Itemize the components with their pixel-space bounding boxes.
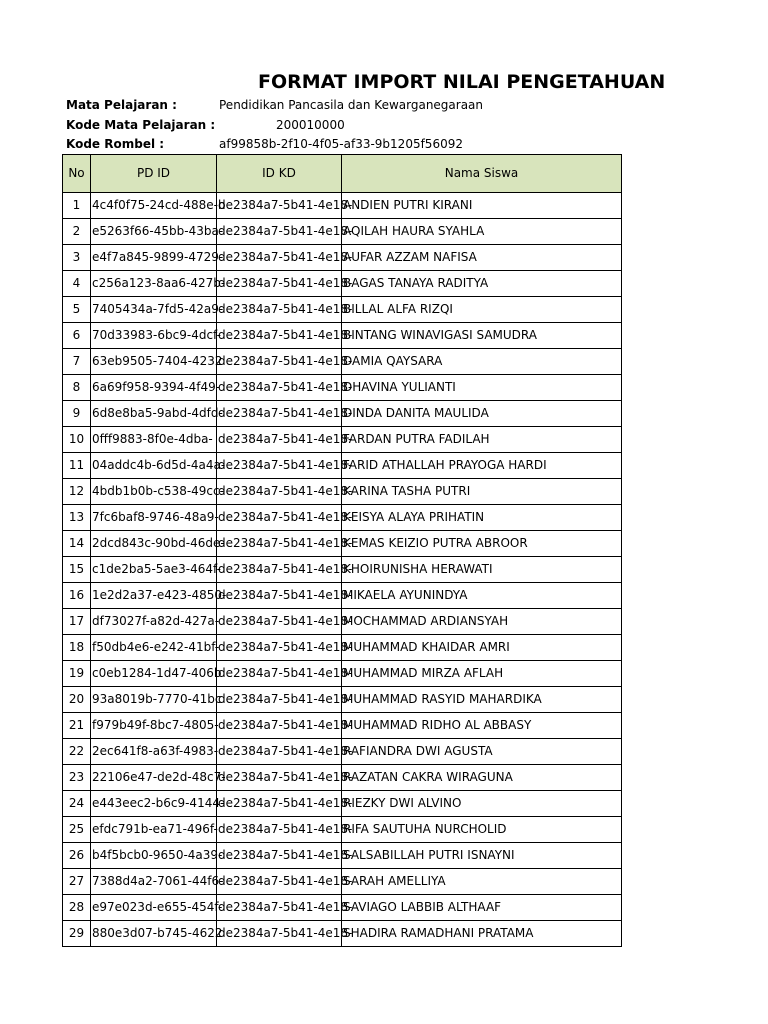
cell-nama-siswa: MUHAMMAD RIDHO AL ABBASY bbox=[342, 713, 622, 739]
kode-mapel-label: Kode Mata Pelajaran : bbox=[66, 118, 216, 132]
cell-no: 25 bbox=[63, 817, 91, 843]
cell-no: 17 bbox=[63, 609, 91, 635]
cell-no: 24 bbox=[63, 791, 91, 817]
cell-no: 6 bbox=[63, 323, 91, 349]
cell-nama-siswa: BILLAL ALFA RIZQI bbox=[342, 297, 622, 323]
kode-rombel-value: af99858b-2f10-4f05-af33-9b1205f56092 bbox=[219, 137, 463, 151]
cell-no: 7 bbox=[63, 349, 91, 375]
table-row bbox=[63, 505, 622, 531]
table-row bbox=[63, 817, 622, 843]
cell-no: 20 bbox=[63, 687, 91, 713]
cell-nama-siswa: SALSABILLAH PUTRI ISNAYNI bbox=[342, 843, 622, 869]
header-id-kd: ID KD bbox=[217, 155, 342, 193]
table-row bbox=[63, 739, 622, 765]
cell-pd-id: c1de2ba5-5ae3-464f- bbox=[91, 557, 217, 583]
cell-id-kd: de2384a7-5b41-4e18- bbox=[217, 427, 342, 453]
cell-nama-siswa: SHADIRA RAMADHANI PRATAMA bbox=[342, 921, 622, 947]
table-row bbox=[63, 427, 622, 453]
table-body bbox=[63, 193, 622, 947]
cell-pd-id: f979b49f-8bc7-4805- bbox=[91, 713, 217, 739]
cell-pd-id: 70d33983-6bc9-4dcf- bbox=[91, 323, 217, 349]
cell-nama-siswa: AQILAH HAURA SYAHLA bbox=[342, 219, 622, 245]
table-row bbox=[63, 843, 622, 869]
cell-nama-siswa: MUHAMMAD RASYID MAHARDIKA bbox=[342, 687, 622, 713]
cell-id-kd: de2384a7-5b41-4e18- bbox=[217, 661, 342, 687]
cell-id-kd: de2384a7-5b41-4e18- bbox=[217, 375, 342, 401]
cell-pd-id: 1e2d2a37-e423-4850- bbox=[91, 583, 217, 609]
cell-pd-id: e4f7a845-9899-4729- bbox=[91, 245, 217, 271]
cell-pd-id: e5263f66-45bb-43ba- bbox=[91, 219, 217, 245]
cell-pd-id: b4f5bcb0-9650-4a39- bbox=[91, 843, 217, 869]
cell-id-kd: de2384a7-5b41-4e18- bbox=[217, 557, 342, 583]
cell-id-kd: de2384a7-5b41-4e18- bbox=[217, 505, 342, 531]
cell-pd-id: 4c4f0f75-24cd-488e-b bbox=[91, 193, 217, 219]
cell-pd-id: 22106e47-de2d-48c7- bbox=[91, 765, 217, 791]
cell-pd-id: df73027f-a82d-427a- bbox=[91, 609, 217, 635]
table-row bbox=[63, 271, 622, 297]
cell-pd-id: e97e023d-e655-454f- bbox=[91, 895, 217, 921]
cell-nama-siswa: SAVIAGO LABBIB ALTHAAF bbox=[342, 895, 622, 921]
cell-id-kd: de2384a7-5b41-4e18- bbox=[217, 219, 342, 245]
cell-id-kd: de2384a7-5b41-4e18- bbox=[217, 817, 342, 843]
cell-nama-siswa: MOCHAMMAD ARDIANSYAH bbox=[342, 609, 622, 635]
cell-pd-id: 7405434a-7fd5-42a9- bbox=[91, 297, 217, 323]
cell-pd-id: 6d8e8ba5-9abd-4dfd- bbox=[91, 401, 217, 427]
cell-no: 11 bbox=[63, 453, 91, 479]
cell-no: 10 bbox=[63, 427, 91, 453]
cell-nama-siswa: RAFIANDRA DWI AGUSTA bbox=[342, 739, 622, 765]
cell-no: 27 bbox=[63, 869, 91, 895]
cell-pd-id: 6a69f958-9394-4f49- bbox=[91, 375, 217, 401]
cell-id-kd: de2384a7-5b41-4e18- bbox=[217, 583, 342, 609]
cell-nama-siswa: RIFA SAUTUHA NURCHOLID bbox=[342, 817, 622, 843]
cell-no: 16 bbox=[63, 583, 91, 609]
cell-nama-siswa: FARDAN PUTRA FADILAH bbox=[342, 427, 622, 453]
table-row bbox=[63, 193, 622, 219]
cell-nama-siswa: ANDIEN PUTRI KIRANI bbox=[342, 193, 622, 219]
table-row bbox=[63, 453, 622, 479]
cell-no: 15 bbox=[63, 557, 91, 583]
cell-pd-id: c256a123-8aa6-427b- bbox=[91, 271, 217, 297]
cell-no: 12 bbox=[63, 479, 91, 505]
cell-pd-id: 7fc6baf8-9746-48a9- bbox=[91, 505, 217, 531]
cell-pd-id: 93a8019b-7770-41bc bbox=[91, 687, 217, 713]
cell-id-kd: de2384a7-5b41-4e18- bbox=[217, 531, 342, 557]
cell-nama-siswa: KARINA TASHA PUTRI bbox=[342, 479, 622, 505]
cell-id-kd: de2384a7-5b41-4e18- bbox=[217, 739, 342, 765]
cell-pd-id: 2dcd843c-90bd-46de- bbox=[91, 531, 217, 557]
mapel-value: Pendidikan Pancasila dan Kewarganegaraan bbox=[219, 98, 484, 112]
table-row bbox=[63, 921, 622, 947]
cell-no: 18 bbox=[63, 635, 91, 661]
cell-nama-siswa: RIEZKY DWI ALVINO bbox=[342, 791, 622, 817]
cell-id-kd: de2384a7-5b41-4e18- bbox=[217, 921, 342, 947]
table-row bbox=[63, 557, 622, 583]
table-row bbox=[63, 687, 622, 713]
cell-no: 21 bbox=[63, 713, 91, 739]
cell-nama-siswa: KEMAS KEIZIO PUTRA ABROOR bbox=[342, 531, 622, 557]
cell-no: 22 bbox=[63, 739, 91, 765]
cell-pd-id: 0fff9883-8f0e-4dba- bbox=[91, 427, 217, 453]
cell-nama-siswa: DHAVINA YULIANTI bbox=[342, 375, 622, 401]
cell-id-kd: de2384a7-5b41-4e18- bbox=[217, 609, 342, 635]
table-row bbox=[63, 401, 622, 427]
table-row bbox=[63, 791, 622, 817]
cell-nama-siswa: MUHAMMAD MIRZA AFLAH bbox=[342, 661, 622, 687]
cell-id-kd: de2384a7-5b41-4e18- bbox=[217, 895, 342, 921]
cell-pd-id: efdc791b-ea71-496f- bbox=[91, 817, 217, 843]
cell-nama-siswa: MUHAMMAD KHAIDAR AMRI bbox=[342, 635, 622, 661]
table-row bbox=[63, 349, 622, 375]
cell-id-kd: de2384a7-5b41-4e18- bbox=[217, 869, 342, 895]
cell-no: 5 bbox=[63, 297, 91, 323]
header-pd-id: PD ID bbox=[91, 155, 217, 193]
cell-nama-siswa: AUFAR AZZAM NAFISA bbox=[342, 245, 622, 271]
cell-no: 19 bbox=[63, 661, 91, 687]
table-row bbox=[63, 219, 622, 245]
nilai-table bbox=[62, 154, 622, 947]
table-row bbox=[63, 583, 622, 609]
cell-nama-siswa: FARID ATHALLAH PRAYOGA HARDI bbox=[342, 453, 622, 479]
cell-id-kd: de2384a7-5b41-4e18- bbox=[217, 245, 342, 271]
cell-no: 14 bbox=[63, 531, 91, 557]
cell-pd-id: c0eb1284-1d47-406b bbox=[91, 661, 217, 687]
cell-id-kd: de2384a7-5b41-4e18- bbox=[217, 687, 342, 713]
table-row bbox=[63, 635, 622, 661]
cell-no: 9 bbox=[63, 401, 91, 427]
cell-no: 3 bbox=[63, 245, 91, 271]
cell-no: 2 bbox=[63, 219, 91, 245]
cell-nama-siswa: RAZATAN CAKRA WIRAGUNA bbox=[342, 765, 622, 791]
cell-nama-siswa: DINDA DANITA MAULIDA bbox=[342, 401, 622, 427]
table-row bbox=[63, 895, 622, 921]
table-row bbox=[63, 375, 622, 401]
cell-no: 13 bbox=[63, 505, 91, 531]
cell-pd-id: f50db4e6-e242-41bf- bbox=[91, 635, 217, 661]
cell-pd-id: e443eec2-b6c9-4144- bbox=[91, 791, 217, 817]
table-row bbox=[63, 609, 622, 635]
kode-rombel-label: Kode Rombel : bbox=[66, 137, 165, 151]
cell-no: 1 bbox=[63, 193, 91, 219]
cell-nama-siswa: KEISYA ALAYA PRIHATIN bbox=[342, 505, 622, 531]
cell-nama-siswa: BAGAS TANAYA RADITYA bbox=[342, 271, 622, 297]
cell-id-kd: de2384a7-5b41-4e18- bbox=[217, 349, 342, 375]
cell-no: 29 bbox=[63, 921, 91, 947]
document-title: FORMAT IMPORT NILAI PENGETAHUAN bbox=[258, 71, 666, 93]
cell-id-kd: de2384a7-5b41-4e18- bbox=[217, 765, 342, 791]
cell-id-kd: de2384a7-5b41-4e18- bbox=[217, 401, 342, 427]
table-row bbox=[63, 245, 622, 271]
table-row bbox=[63, 531, 622, 557]
table-row bbox=[63, 479, 622, 505]
cell-pd-id: 7388d4a2-7061-44f6- bbox=[91, 869, 217, 895]
cell-id-kd: de2384a7-5b41-4e18- bbox=[217, 271, 342, 297]
cell-id-kd: de2384a7-5b41-4e18- bbox=[217, 843, 342, 869]
cell-no: 4 bbox=[63, 271, 91, 297]
cell-no: 23 bbox=[63, 765, 91, 791]
table-row bbox=[63, 713, 622, 739]
cell-nama-siswa: MIKAELA AYUNINDYA bbox=[342, 583, 622, 609]
cell-nama-siswa: DAMIA QAYSARA bbox=[342, 349, 622, 375]
cell-pd-id: 04addc4b-6d5d-4a4a- bbox=[91, 453, 217, 479]
cell-id-kd: de2384a7-5b41-4e18- bbox=[217, 297, 342, 323]
mapel-label: Mata Pelajaran : bbox=[66, 98, 177, 112]
cell-pd-id: 63eb9505-7404-4232 bbox=[91, 349, 217, 375]
cell-id-kd: de2384a7-5b41-4e18- bbox=[217, 635, 342, 661]
cell-no: 8 bbox=[63, 375, 91, 401]
cell-no: 26 bbox=[63, 843, 91, 869]
cell-pd-id: 4bdb1b0b-c538-49cc- bbox=[91, 479, 217, 505]
table-row bbox=[63, 297, 622, 323]
cell-id-kd: de2384a7-5b41-4e18- bbox=[217, 713, 342, 739]
cell-id-kd: de2384a7-5b41-4e18- bbox=[217, 193, 342, 219]
cell-nama-siswa: SARAH AMELLIYA bbox=[342, 869, 622, 895]
table-row bbox=[63, 765, 622, 791]
header-nama-siswa: Nama Siswa bbox=[342, 155, 622, 193]
cell-nama-siswa: KHOIRUNISHA HERAWATI bbox=[342, 557, 622, 583]
cell-no: 28 bbox=[63, 895, 91, 921]
cell-pd-id: 2ec641f8-a63f-4983- bbox=[91, 739, 217, 765]
cell-pd-id: 880e3d07-b745-4622 bbox=[91, 921, 217, 947]
cell-id-kd: de2384a7-5b41-4e18- bbox=[217, 453, 342, 479]
cell-nama-siswa: BINTANG WINAVIGASI SAMUDRA bbox=[342, 323, 622, 349]
header-no: No bbox=[63, 155, 91, 193]
cell-id-kd: de2384a7-5b41-4e18- bbox=[217, 791, 342, 817]
cell-id-kd: de2384a7-5b41-4e18- bbox=[217, 323, 342, 349]
table-row bbox=[63, 323, 622, 349]
table-row bbox=[63, 869, 622, 895]
cell-id-kd: de2384a7-5b41-4e18- bbox=[217, 479, 342, 505]
table-header-row bbox=[63, 155, 622, 193]
kode-mapel-value: 200010000 bbox=[276, 118, 345, 132]
table-row bbox=[63, 661, 622, 687]
